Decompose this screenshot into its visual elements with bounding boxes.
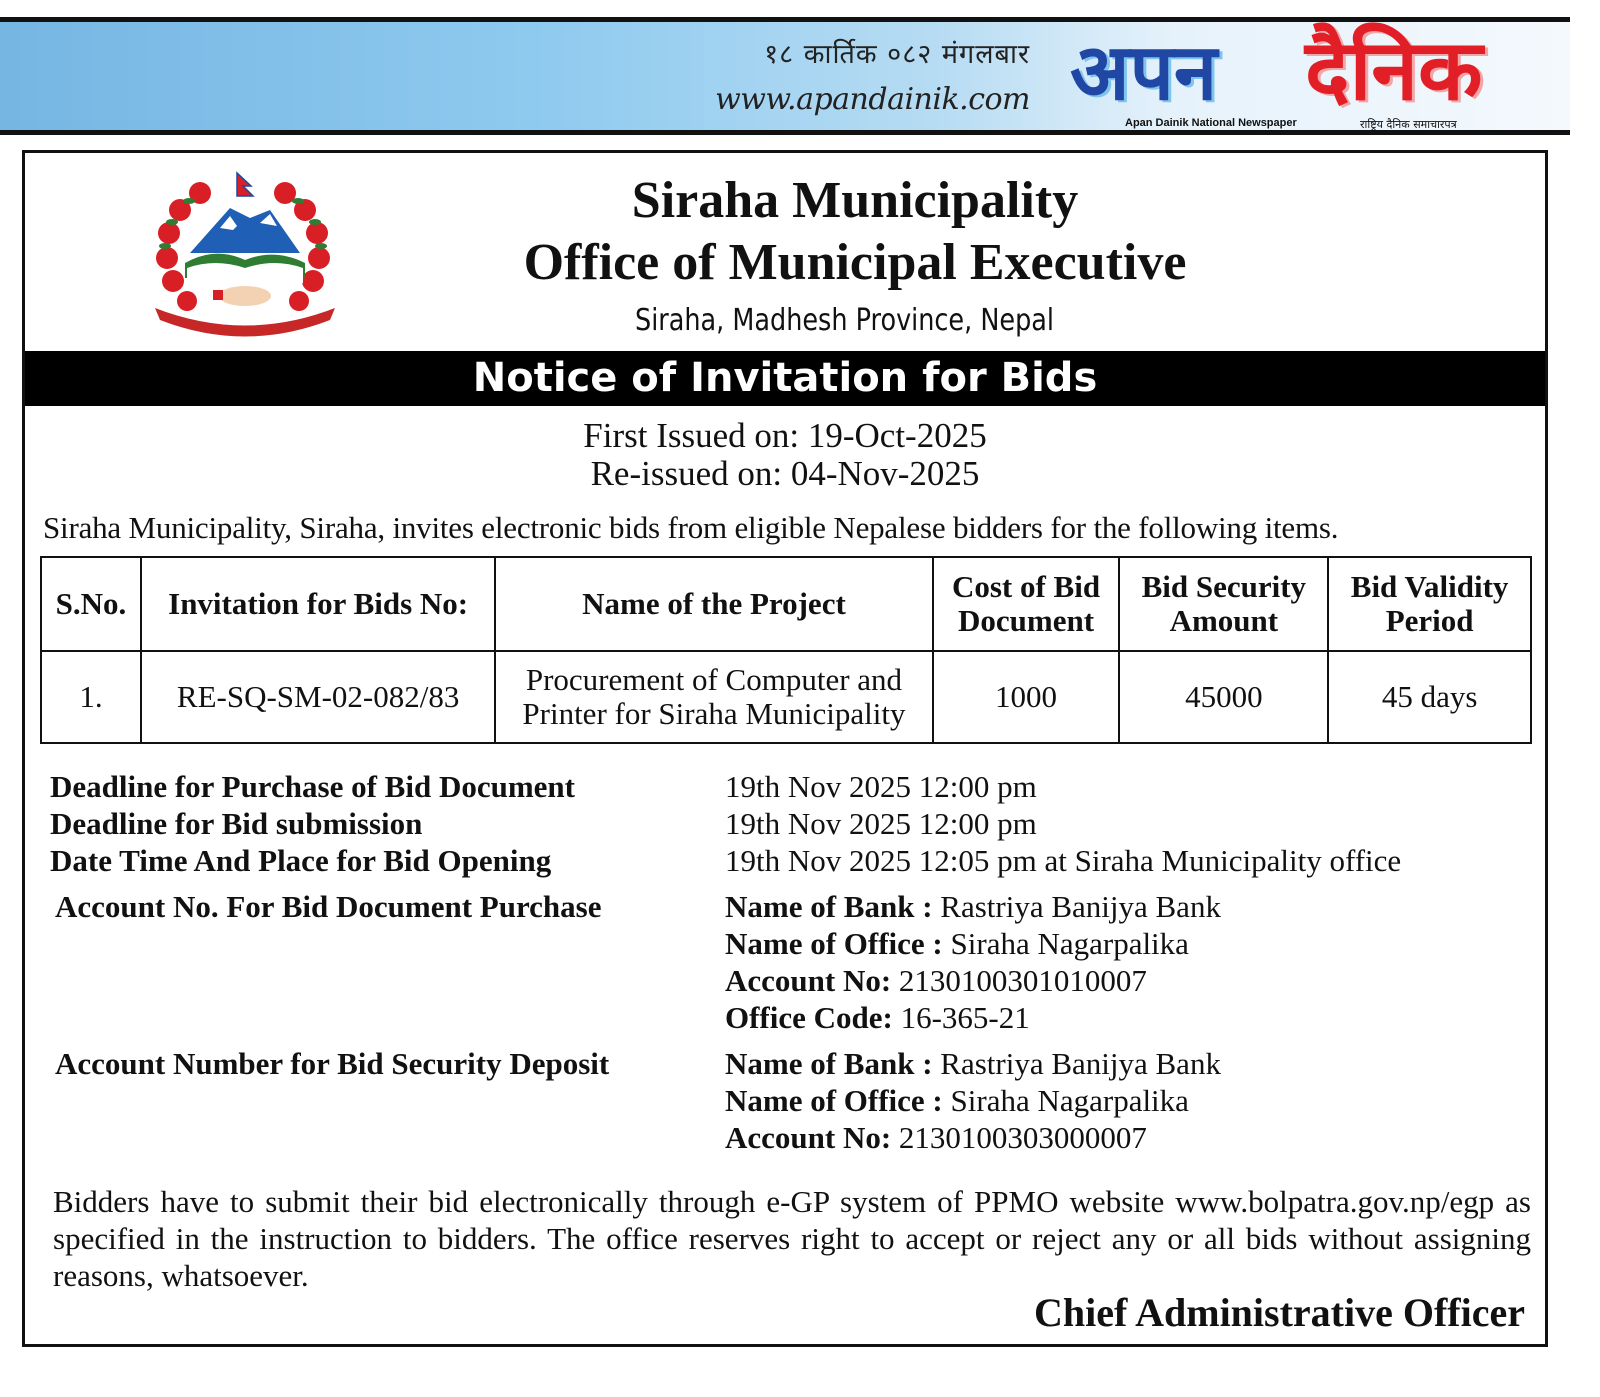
office-name-value: Siraha Nagarpalika: [942, 926, 1189, 961]
office-name-value: Siraha Nagarpalika: [942, 1083, 1189, 1118]
col-header-validity: Bid Validity Period: [1328, 557, 1531, 651]
masthead-subtitle-np: राष्ट्रिय दैनिक समाचारपत्र: [1360, 118, 1457, 131]
purchase-account-label: Account No. For Bid Document Purchase: [55, 889, 602, 924]
masthead-website[interactable]: www.apandainik.com: [715, 82, 1030, 117]
security-account-block: [50, 1045, 1530, 1160]
signatory-title: Chief Administrative Officer: [1034, 1290, 1525, 1335]
cell-validity: 45 days: [1328, 651, 1531, 743]
notice-heading: Notice of Invitation for Bids: [25, 351, 1545, 406]
purchase-deadline-label: Deadline for Purchase of Bid Document: [50, 769, 575, 804]
project-line-2: Printer for Siraha Municipality: [522, 696, 906, 731]
newspaper-masthead: [0, 17, 1570, 135]
project-line-1: Procurement of Computer and: [525, 662, 903, 697]
bank-name-value: Rastriya Banijya Bank: [932, 889, 1221, 924]
cell-sno: 1.: [41, 651, 141, 743]
security-account-details: [725, 1045, 1221, 1156]
table-row: [41, 651, 1531, 743]
office-address: Siraha, Madhesh Province, Nepal: [635, 303, 1054, 338]
account-no-value: 2130100301010007: [891, 963, 1147, 998]
purchase-deadline-value: 19th Nov 2025 12:00 pm: [725, 769, 1037, 804]
security-account-label: Account Number for Bid Security Deposit: [55, 1046, 610, 1081]
municipality-title: Siraha Municipality: [631, 172, 1079, 229]
bid-opening-value: 19th Nov 2025 12:05 pm at Siraha Municipality office: [725, 843, 1402, 878]
submission-deadline-label: Deadline for Bid submission: [50, 806, 423, 841]
bid-opening-label: Date Time And Place for Bid Opening: [50, 843, 552, 878]
office-name-label: Name of Office :: [725, 926, 943, 961]
purchase-account-details: [725, 888, 1221, 1036]
bids-table: [40, 556, 1532, 744]
cell-cost: 1000: [933, 651, 1120, 743]
office-title: Office of Municipal Executive: [523, 234, 1187, 291]
submission-deadline-value: 19th Nov 2025 12:00 pm: [725, 806, 1037, 841]
newspaper-logo-part2: दैनिक: [1305, 21, 1483, 119]
col-header-sno: S.No.: [41, 557, 141, 651]
intro-text: Siraha Municipality, Siraha, invites electronic bids from eligible Nepalese bidders for the following items.: [43, 510, 1339, 545]
purchase-account-block: [50, 888, 1530, 1045]
office-code-value: 16-365-21: [892, 1000, 1030, 1035]
newspaper-logo-part1: अपन: [1070, 28, 1218, 118]
reissued-date: Re-issued on: 04-Nov-2025: [590, 454, 980, 493]
cell-ifb-no: RE-SQ-SM-02-082/83: [141, 651, 495, 743]
submission-deadline-row: [50, 805, 1530, 842]
first-issued-date: First Issued on: 19-Oct-2025: [583, 416, 987, 455]
bank-name-value: Rastriya Banijya Bank: [932, 1046, 1221, 1081]
bid-opening-row: [50, 842, 1530, 888]
masthead-subtitle-en: Apan Dainik National Newspaper: [1125, 117, 1297, 129]
bid-schedule: [50, 768, 1530, 1160]
col-header-ifb-no: Invitation for Bids No:: [141, 557, 495, 651]
bank-name-label: Name of Bank :: [725, 1046, 933, 1081]
bank-name-label: Name of Bank :: [725, 889, 933, 924]
account-no-label: Account No:: [725, 1120, 892, 1155]
account-no-label: Account No:: [725, 963, 892, 998]
col-header-security: Bid Security Amount: [1119, 557, 1328, 651]
purchase-deadline-row: [50, 768, 1530, 805]
col-header-project: Name of the Project: [495, 557, 932, 651]
col-header-cost: Cost of Bid Document: [933, 557, 1120, 651]
cell-project: [495, 651, 932, 743]
office-name-label: Name of Office :: [725, 1083, 943, 1118]
office-code-label: Office Code:: [725, 1000, 893, 1035]
account-no-value: 2130100303000007: [891, 1120, 1147, 1155]
table-header-row: [41, 557, 1531, 651]
masthead-date: १८ कार्तिक ०८२ मंगलबार: [764, 39, 1030, 70]
bid-notice: [22, 150, 1548, 1347]
cell-security: 45000: [1119, 651, 1328, 743]
submission-instructions: Bidders have to submit their bid electronically through e-GP system of PPMO website www.bolpatra.gov.np/egp as specified in the instruction to bidders. The office reserves right to accept or reject any or all bids without assigning reasons, whatsoever.: [53, 1184, 1531, 1293]
